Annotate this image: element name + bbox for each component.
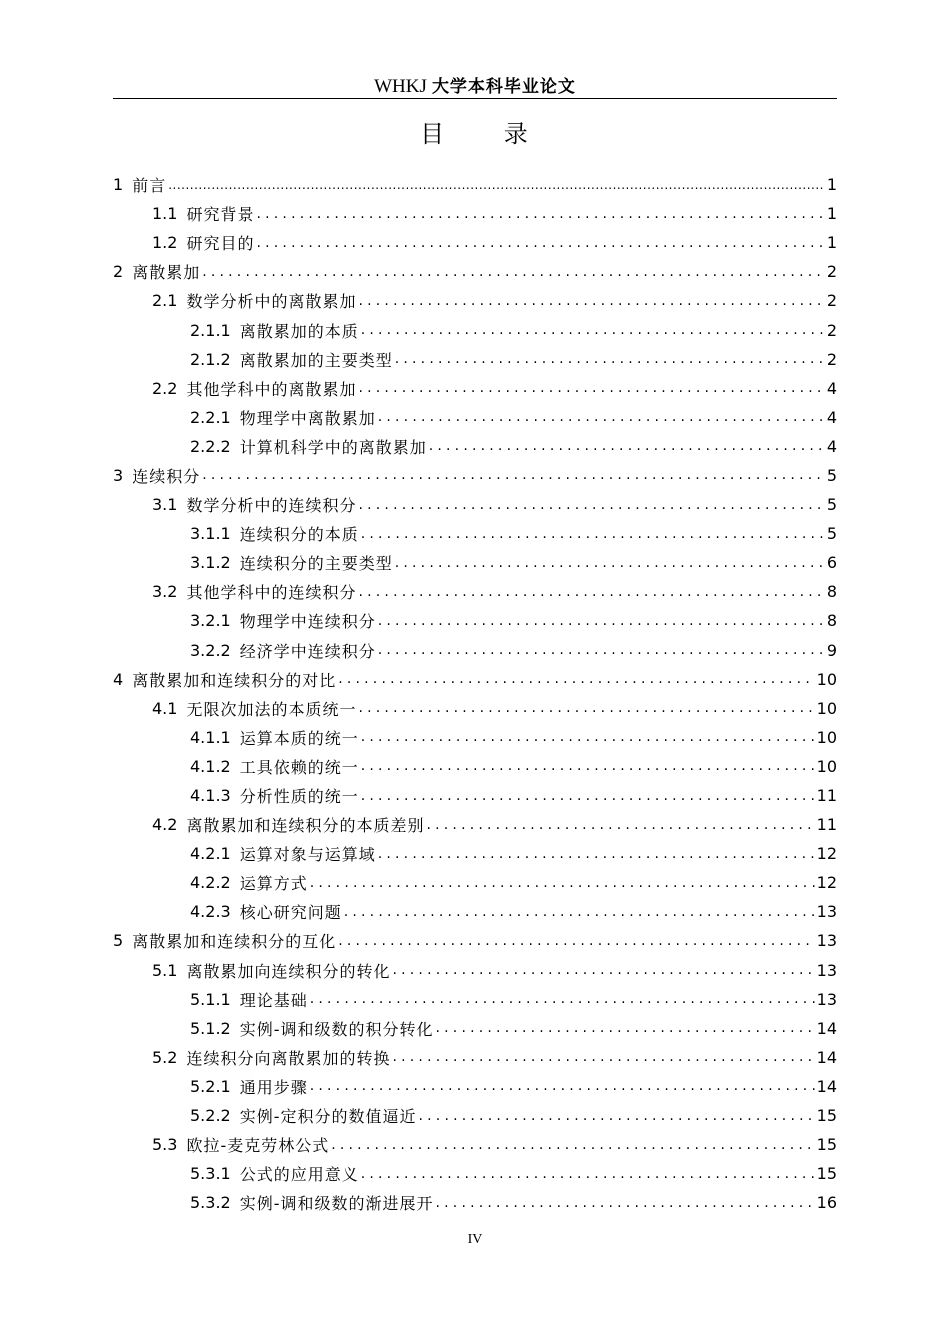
toc-entry-title: 物理学中离散累加 bbox=[239, 408, 376, 428]
toc-entry-number: 3 bbox=[113, 465, 124, 485]
toc-entry-number: 5.2 bbox=[152, 1047, 178, 1067]
toc-entry-page: 13 bbox=[816, 960, 837, 980]
toc-entry-title: 离散累加的本质 bbox=[239, 321, 359, 341]
toc-leader-dots bbox=[361, 1166, 815, 1182]
toc-leader-dots bbox=[361, 526, 825, 542]
toc-entry[interactable] bbox=[113, 461, 837, 490]
toc-entry-page: 12 bbox=[816, 873, 837, 893]
toc-entry[interactable] bbox=[113, 374, 837, 403]
toc-leader-dots bbox=[361, 758, 815, 774]
toc-entry-title: 无限次加法的本质统一 bbox=[186, 699, 357, 719]
toc-entry[interactable] bbox=[113, 694, 837, 723]
toc-entry-page: 1 bbox=[826, 175, 837, 195]
toc-entry-title: 前言 bbox=[132, 176, 167, 196]
toc-entry-title: 经济学中连续积分 bbox=[239, 641, 376, 661]
toc-entry-title: 核心研究问题 bbox=[239, 903, 342, 923]
toc-leader-dots bbox=[392, 962, 814, 978]
toc-entry[interactable] bbox=[113, 577, 837, 606]
toc-leader-dots bbox=[436, 1020, 815, 1036]
toc-entry-page: 2 bbox=[826, 291, 837, 311]
toc-entry-page: 8 bbox=[826, 611, 837, 631]
toc-leader-dots bbox=[310, 1078, 815, 1094]
toc-entry-page: 1 bbox=[826, 233, 837, 253]
toc-leader-dots bbox=[358, 700, 814, 716]
toc-entry-number: 5.1 bbox=[152, 960, 178, 980]
toc-entry-page: 5 bbox=[826, 524, 837, 544]
toc-entry[interactable] bbox=[113, 985, 837, 1014]
toc-leader-dots bbox=[256, 235, 824, 251]
table-of-contents bbox=[113, 170, 837, 1217]
toc-entry[interactable] bbox=[113, 345, 837, 374]
toc-entry[interactable] bbox=[113, 1101, 837, 1130]
toc-entry-page: 11 bbox=[816, 815, 837, 835]
toc-entry-number: 4.2.2 bbox=[190, 873, 231, 893]
toc-entry-number: 3.1.1 bbox=[190, 524, 231, 544]
toc-entry-page: 10 bbox=[816, 756, 837, 776]
toc-entry[interactable] bbox=[113, 199, 837, 228]
toc-entry-page: 8 bbox=[826, 582, 837, 602]
toc-entry-title: 实例-调和级数的渐进展开 bbox=[239, 1194, 434, 1214]
toc-leader-dots bbox=[429, 438, 825, 454]
toc-entry-number: 3.2.1 bbox=[190, 611, 231, 631]
toc-entry-number: 3.2.2 bbox=[190, 640, 231, 660]
toc-leader-dots bbox=[392, 1049, 814, 1065]
toc-leader-dots bbox=[256, 206, 824, 222]
toc-entry-page: 11 bbox=[816, 786, 837, 806]
toc-leader-dots bbox=[426, 817, 814, 833]
toc-entry-number: 4.1.1 bbox=[190, 727, 231, 747]
toc-entry-page: 10 bbox=[816, 698, 837, 718]
toc-entry-page: 5 bbox=[826, 495, 837, 515]
toc-leader-dots bbox=[378, 613, 825, 629]
toc-leader-dots bbox=[202, 467, 825, 483]
toc-entry-title: 离散累加的主要类型 bbox=[239, 350, 393, 370]
toc-entry-page: 15 bbox=[816, 1135, 837, 1155]
toc-entry-number: 2.1.2 bbox=[190, 349, 231, 369]
toc-leader-dots bbox=[168, 177, 825, 193]
toc-entry-title: 离散累加向连续积分的转化 bbox=[186, 961, 391, 981]
toc-entry-title: 数学分析中的离散累加 bbox=[186, 292, 357, 312]
toc-entry[interactable] bbox=[113, 665, 837, 694]
toc-entry-page: 6 bbox=[826, 553, 837, 573]
toc-leader-dots bbox=[338, 671, 814, 687]
toc-entry-title: 离散累加和连续积分的互化 bbox=[132, 932, 337, 952]
toc-entry[interactable] bbox=[113, 868, 837, 897]
toc-entry-page: 5 bbox=[826, 465, 837, 485]
toc-entry-title: 连续积分向离散累加的转换 bbox=[186, 1048, 391, 1068]
header-school: WHKJ bbox=[374, 76, 427, 97]
header-title: 大学本科毕业论文 bbox=[431, 77, 576, 97]
toc-entry-number: 5.3 bbox=[152, 1135, 178, 1155]
toc-entry-page: 1 bbox=[826, 204, 837, 224]
toc-entry[interactable] bbox=[113, 228, 837, 257]
toc-entry-title: 其他学科中的离散累加 bbox=[186, 379, 357, 399]
toc-entry-page: 15 bbox=[816, 1106, 837, 1126]
toc-entry[interactable] bbox=[113, 257, 837, 286]
toc-leader-dots bbox=[331, 1137, 814, 1153]
toc-entry-number: 4 bbox=[113, 669, 124, 689]
toc-leader-dots bbox=[361, 729, 815, 745]
toc-entry-page: 2 bbox=[826, 320, 837, 340]
toc-entry-title: 公式的应用意义 bbox=[239, 1165, 359, 1185]
toc-entry[interactable] bbox=[113, 1072, 837, 1101]
toc-entry[interactable] bbox=[113, 723, 837, 752]
toc-entry-title: 离散累加和连续积分的对比 bbox=[132, 670, 337, 690]
toc-entry-title: 运算对象与运算域 bbox=[239, 845, 376, 865]
toc-entry-title: 理论基础 bbox=[239, 990, 308, 1010]
toc-entry-page: 16 bbox=[816, 1193, 837, 1213]
toc-entry-number: 2.2 bbox=[152, 378, 178, 398]
toc-entry-title: 研究目的 bbox=[186, 234, 255, 254]
toc-entry[interactable] bbox=[113, 1130, 837, 1159]
toc-entry-number: 2 bbox=[113, 262, 124, 282]
toc-entry-title: 计算机科学中的离散累加 bbox=[239, 437, 427, 457]
toc-entry[interactable] bbox=[113, 781, 837, 810]
toc-entry-title: 其他学科中的连续积分 bbox=[186, 583, 357, 603]
toc-entry-number: 4.1 bbox=[152, 698, 178, 718]
toc-entry-number: 5.2.1 bbox=[190, 1076, 231, 1096]
toc-leader-dots bbox=[310, 991, 815, 1007]
page-number: IV bbox=[467, 1232, 483, 1247]
toc-entry-number: 1.1 bbox=[152, 204, 178, 224]
toc-entry-number: 1 bbox=[113, 175, 124, 195]
toc-entry-page: 12 bbox=[816, 844, 837, 864]
toc-entry-number: 2.1 bbox=[152, 291, 178, 311]
toc-entry-number: 4.2.3 bbox=[190, 902, 231, 922]
toc-entry[interactable] bbox=[113, 170, 837, 199]
toc-entry[interactable] bbox=[113, 315, 837, 344]
toc-entry[interactable] bbox=[113, 286, 837, 315]
toc-entry[interactable] bbox=[113, 636, 837, 665]
toc-entry-number: 5.3.2 bbox=[190, 1193, 231, 1213]
toc-entry-title: 运算方式 bbox=[239, 874, 308, 894]
toc-entry[interactable] bbox=[113, 1159, 837, 1188]
toc-entry[interactable] bbox=[113, 548, 837, 577]
toc-entry-page: 4 bbox=[826, 436, 837, 456]
toc-leader-dots bbox=[419, 1108, 815, 1124]
toc-entry[interactable] bbox=[113, 519, 837, 548]
toc-entry-title: 运算本质的统一 bbox=[239, 728, 359, 748]
toc-entry[interactable] bbox=[113, 403, 837, 432]
toc-entry-title: 数学分析中的连续积分 bbox=[186, 496, 357, 516]
toc-leader-dots bbox=[378, 642, 825, 658]
toc-leader-dots bbox=[378, 409, 825, 425]
toc-entry-page: 2 bbox=[826, 262, 837, 282]
toc-entry-number: 2.2.1 bbox=[190, 407, 231, 427]
toc-leader-dots bbox=[361, 322, 825, 338]
toc-entry[interactable] bbox=[113, 752, 837, 781]
toc-entry-title: 研究背景 bbox=[186, 205, 255, 225]
toc-leader-dots bbox=[395, 351, 825, 367]
toc-leader-dots bbox=[344, 904, 815, 920]
toc-leader-dots bbox=[361, 788, 815, 804]
toc-entry[interactable] bbox=[113, 956, 837, 985]
toc-entry[interactable] bbox=[113, 490, 837, 519]
toc-entry-title: 连续积分的本质 bbox=[239, 525, 359, 545]
toc-entry-number: 5.1.1 bbox=[190, 989, 231, 1009]
toc-entry-title: 工具依赖的统一 bbox=[239, 757, 359, 777]
toc-entry-number: 4.2 bbox=[152, 815, 178, 835]
toc-leader-dots bbox=[358, 380, 824, 396]
toc-leader-dots bbox=[358, 584, 824, 600]
toc-entry-number: 2.2.2 bbox=[190, 436, 231, 456]
page-title: 目 录 bbox=[420, 120, 554, 148]
toc-entry-title: 实例-定积分的数值逼近 bbox=[239, 1107, 417, 1127]
toc-entry-page: 14 bbox=[816, 1018, 837, 1038]
toc-entry-number: 5.1.2 bbox=[190, 1018, 231, 1038]
toc-entry[interactable] bbox=[113, 1043, 837, 1072]
toc-entry-page: 13 bbox=[816, 902, 837, 922]
toc-entry-title: 离散累加 bbox=[132, 263, 201, 283]
toc-leader-dots bbox=[436, 1195, 815, 1211]
toc-entry-page: 9 bbox=[826, 640, 837, 660]
toc-entry-number: 4.2.1 bbox=[190, 844, 231, 864]
toc-entry-page: 14 bbox=[816, 1047, 837, 1067]
toc-entry[interactable] bbox=[113, 1014, 837, 1043]
toc-entry-title: 分析性质的统一 bbox=[239, 787, 359, 807]
toc-entry-title: 离散累加和连续积分的本质差别 bbox=[186, 816, 425, 836]
toc-entry-number: 4.1.3 bbox=[190, 786, 231, 806]
toc-entry[interactable] bbox=[113, 1188, 837, 1217]
toc-entry-title: 物理学中连续积分 bbox=[239, 612, 376, 632]
page-header bbox=[113, 72, 837, 99]
toc-entry-title: 连续积分 bbox=[132, 466, 201, 486]
toc-entry-page: 4 bbox=[826, 407, 837, 427]
toc-leader-dots bbox=[310, 875, 815, 891]
toc-entry-number: 2.1.1 bbox=[190, 320, 231, 340]
toc-leader-dots bbox=[202, 264, 825, 280]
toc-entry-number: 3.2 bbox=[152, 582, 178, 602]
toc-entry-page: 15 bbox=[816, 1164, 837, 1184]
toc-entry-number: 5.2.2 bbox=[190, 1106, 231, 1126]
toc-entry-title: 实例-调和级数的积分转化 bbox=[239, 1019, 434, 1039]
toc-entry[interactable] bbox=[113, 606, 837, 635]
toc-entry-number: 3.1 bbox=[152, 495, 178, 515]
toc-entry-number: 3.1.2 bbox=[190, 553, 231, 573]
toc-entry-page: 10 bbox=[816, 669, 837, 689]
toc-entry-title: 欧拉-麦克劳林公式 bbox=[186, 1136, 330, 1156]
toc-entry-title: 连续积分的主要类型 bbox=[239, 554, 393, 574]
toc-entry-page: 14 bbox=[816, 1076, 837, 1096]
toc-entry-page: 13 bbox=[816, 989, 837, 1009]
toc-entry[interactable] bbox=[113, 897, 837, 926]
toc-entry[interactable] bbox=[113, 926, 837, 955]
toc-entry-page: 2 bbox=[826, 349, 837, 369]
toc-leader-dots bbox=[338, 933, 814, 949]
toc-entry[interactable] bbox=[113, 839, 837, 868]
toc-entry-number: 5 bbox=[113, 931, 124, 951]
toc-entry-page: 10 bbox=[816, 727, 837, 747]
toc-leader-dots bbox=[358, 497, 824, 513]
toc-entry[interactable] bbox=[113, 432, 837, 461]
toc-leader-dots bbox=[395, 555, 825, 571]
toc-entry-number: 5.3.1 bbox=[190, 1164, 231, 1184]
toc-entry-title: 通用步骤 bbox=[239, 1077, 308, 1097]
toc-entry-number: 1.2 bbox=[152, 233, 178, 253]
toc-entry[interactable] bbox=[113, 810, 837, 839]
toc-leader-dots bbox=[378, 846, 815, 862]
toc-entry-page: 13 bbox=[816, 931, 837, 951]
toc-leader-dots bbox=[358, 293, 824, 309]
toc-entry-number: 4.1.2 bbox=[190, 756, 231, 776]
toc-entry-page: 4 bbox=[826, 378, 837, 398]
